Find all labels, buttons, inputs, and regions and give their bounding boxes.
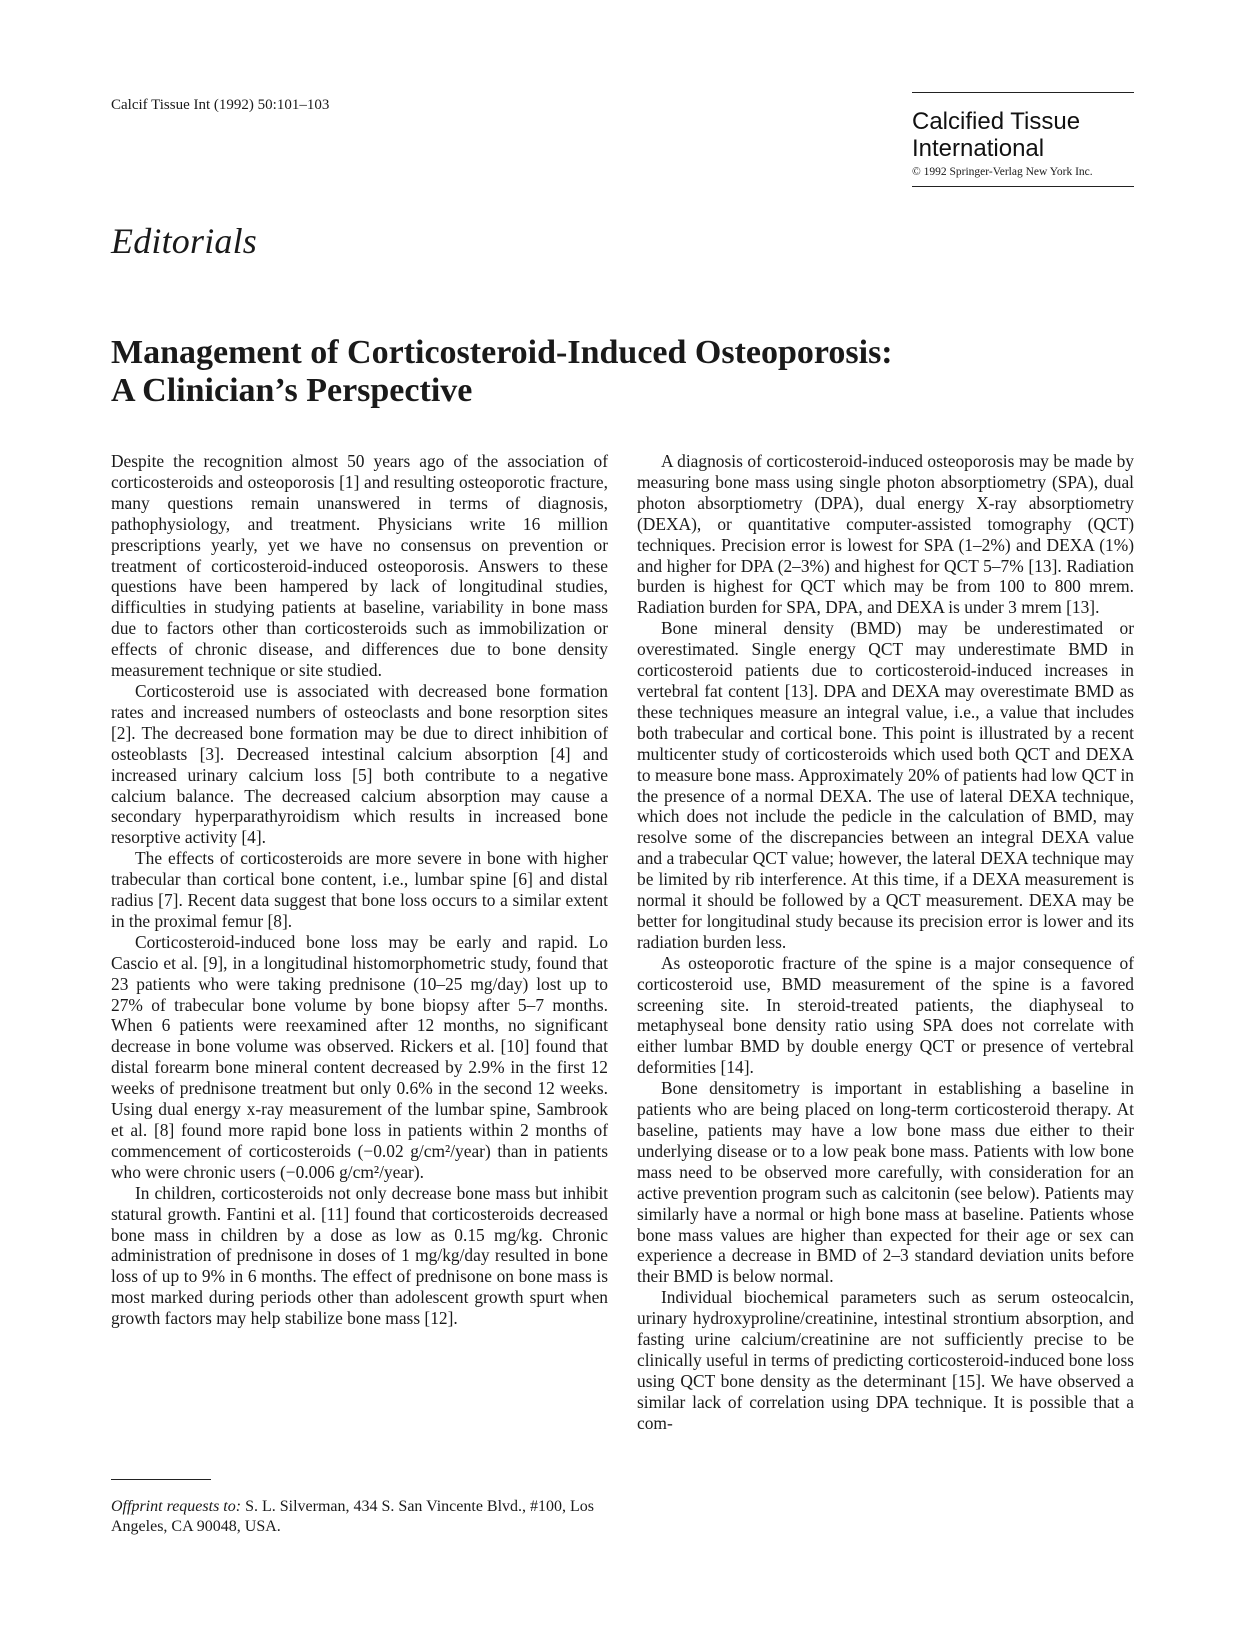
journal-name (912, 108, 1134, 162)
paragraph: In children, corticosteroids not only decrease bone mass but inhibit statural growth. Fantini et al. [11] found that corticosteroids decreased bone mass in children by a dose as low as 0.15 mg/kg. Chronic administration of prednisone in doses of 1 mg/kg/day resulted in bone loss of up to 9% in 6 months. The effect of prednisone on bone mass is most marked during periods other than adolescent growth spurt when growth factors may help stabilize bone mass [12]. (111, 1182, 608, 1329)
paragraph: Despite the recognition almost 50 years ago of the association of corticosteroids and osteoporosis [1] and resulting osteoporotic fracture, many questions remain unanswered in terms of diagnosis, pathophysiology, and treatment. Physicians write 16 million prescriptions yearly, yet we have no consensus on prevention or treatment of corticosteroid-induced osteoporosis. Answers to these questions have been hampered by lack of longitudinal studies, difficulties in studying patients at baseline, variability in bone mass due to factors other than corticosteroids such as immobilization or effects of chronic disease, and differences due to bone density measurement technique or site studied. (111, 451, 608, 681)
footnote-text: S. L. Silverman, 434 S. San Vincente Blvd., #100, Los Angeles, CA 90048, USA. (111, 1498, 595, 1535)
paragraph: Individual biochemical parameters such as serum osteocalcin, urinary hydroxyproline/creatinine, intestinal strontium absorption, and fasting urine calcium/creatinine are not sufficiently precise to be clinically useful in terms of predicting corticosteroid-induced bone loss using QCT bone density as the determinant [15]. We have observed a similar lack of correlation using DPA technique. It is possible that a com- (637, 1287, 1134, 1433)
masthead-bottom-rule (912, 186, 1134, 187)
footnote-lead: Offprint requests to: (111, 1498, 242, 1515)
article-title-line1: Management of Corticosteroid-Induced Osteoporosis: (111, 334, 893, 371)
copyright-notice: © 1992 Springer-Verlag New York Inc. (912, 166, 1093, 178)
paragraph: Bone mineral density (BMD) may be underestimated or overestimated. Single energy QCT may underestimate BMD in corticosteroid patients due to corticosteroid-induced increases in vertebral fat content [13]. DPA and DEXA may overestimate BMD as these techniques measure an integral value, i.e., a value that includes both trabecular and cortical bone. This point is illustrated by a recent multicenter study of corticosteroids which used both QCT and DEXA to measure bone mass. Approximately 20% of patients had low QCT in the presence of a normal DEXA. The use of lateral DEXA technique, which does not include the pedicle in the calculation of BMD, may resolve some of the discrepancies between an integral DEXA value and a trabecular QCT value; however, the lateral DEXA technique may be limited by rib interference. At this time, if a DEXA measurement is normal it should be followed by a QCT measurement. DEXA may be better for longitudinal study because its precision error is lower and its radiation burden less. (637, 618, 1134, 952)
journal-name-line1: Calcified Tissue (912, 108, 1081, 135)
paragraph: Corticosteroid use is associated with decreased bone formation rates and increased numbers of osteoclasts and bone resorption sites [2]. The decreased bone formation may be due to direct inhibition of osteoblasts [3]. Decreased intestinal calcium absorption [4] and increased urinary calcium loss [5] both contribute to a negative calcium balance. The decreased calcium absorption may cause a secondary hyperparathyroidism which results in increased bone resorptive activity [4]. (111, 680, 608, 848)
paragraph: A diagnosis of corticosteroid-induced osteoporosis may be made by measuring bone mass using single photon absorptiometry (SPA), dual photon absorptiometry (DPA), dual energy X-ray absorptiometry (DEXA), or quantitative computer-assisted tomography (QCT) techniques. Precision error is lowest for SPA (1–2%) and DEXA (1%) and higher for DPA (2–3%) and highest for QCT 5–7% [13]. Radiation burden is highest for QCT which may be from 100 to 800 mrem. Radiation burden for SPA, DPA, and DEXA is under 3 mrem [13]. (637, 451, 1134, 618)
masthead-top-rule (912, 92, 1134, 93)
left-column (111, 451, 608, 1329)
journal-citation: Calcif Tissue Int (1992) 50:101–103 (111, 97, 330, 113)
section-heading: Editorials (111, 221, 258, 261)
right-column (637, 451, 1134, 1434)
footnote (111, 1497, 608, 1537)
paragraph: As osteoporotic fracture of the spine is a major consequence of corticosteroid use, BMD measurement of the spine is a favored screening site. In steroid-treated patients, the diaphyseal to metaphyseal bone density ratio using SPA does not correlate with either lumbar BMD by double energy QCT or presence of vertebral deformities [14]. (637, 952, 1134, 1078)
footnote-rule (111, 1479, 211, 1480)
paragraph: Corticosteroid-induced bone loss may be early and rapid. Lo Cascio et al. [9], in a longitudinal histomorphometric study, found that 23 patients who were taking prednisone (10–25 mg/day) lost up to 27% of trabecular bone volume by bone biopsy after 5–7 months. When 6 patients were reexamined after 12 months, no significant decrease in bone volume was observed. Rickers et al. [10] found that distal forearm bone mineral content decreased by 2.9% in the first 12 weeks of prednisone treatment but only 0.6% in the second 12 weeks. Using dual energy x-ray measurement of the lumbar spine, Sambrook et al. [8] found more rapid bone loss in patients within 2 months of commencement of corticosteroids (−0.02 g/cm²/year) than in patients who were chronic users (−0.006 g/cm²/year). (111, 931, 608, 1182)
journal-masthead (912, 92, 1134, 187)
paragraph: Bone densitometry is important in establishing a baseline in patients who are being placed on long-term corticosteroid therapy. At baseline, patients may have a low bone mass due either to their underlying disease or to a low peak bone mass. Patients with low bone mass need to be observed more carefully, with consideration for an active prevention program such as calcitonin (see below). Patients may similarly have a normal or high bone mass at baseline. Patients whose bone mass values are higher than expected for their age or sex can experience a decrease in BMD of 2–3 standard deviation units before their BMD is below normal. (637, 1078, 1134, 1287)
paragraph: The effects of corticosteroids are more severe in bone with higher trabecular than cortical bone content, i.e., lumbar spine [6] and distal radius [7]. Recent data suggest that bone loss occurs to a similar extent in the proximal femur [8]. (111, 848, 608, 931)
article-title (111, 334, 1131, 410)
article-title-line2: A Clinician’s Perspective (111, 372, 473, 409)
journal-name-line2: International (912, 135, 1045, 162)
